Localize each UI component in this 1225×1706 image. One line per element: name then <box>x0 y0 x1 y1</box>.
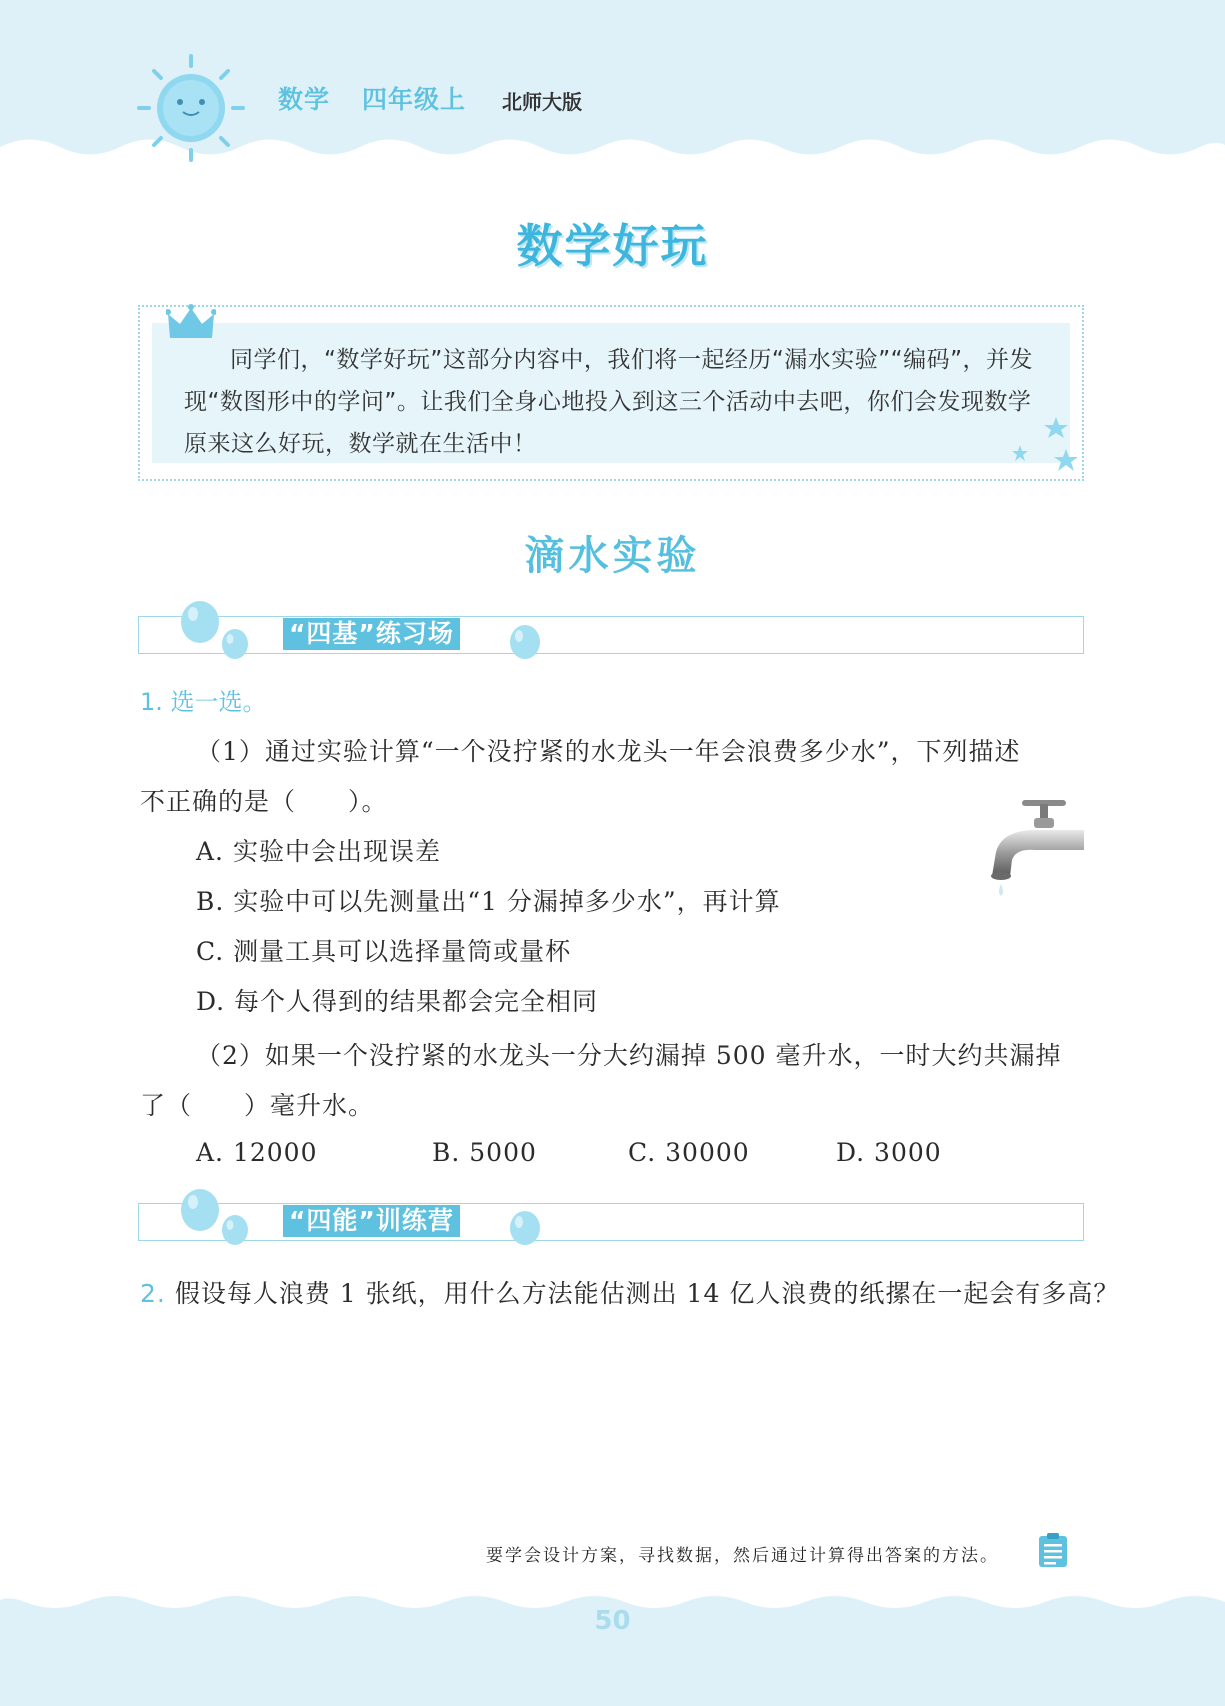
q1-option-a: A. 实验中会出现误差 <box>196 837 441 866</box>
banner-training-label: “四能”训练营 <box>283 1205 460 1237</box>
banner-training <box>138 1203 1084 1241</box>
crown-icon <box>166 302 216 344</box>
page-title: 数学好玩 <box>516 219 709 273</box>
q1-option-b: B. 实验中可以先测量出“1 分漏掉多少水”，再计算 <box>196 887 781 916</box>
clipboard-icon <box>1038 1532 1068 1568</box>
question-2-text: 假设每人浪费 1 张纸，用什么方法能估测出 14 亿人浪费的纸摞在一起会有多高？ <box>174 1279 1120 1308</box>
faucet-icon <box>966 796 1084 900</box>
balloon-icon <box>180 1188 222 1236</box>
balloon-icon <box>508 624 542 664</box>
question-1-heading: 1. 选一选。 <box>140 688 267 716</box>
stars-icon <box>1010 415 1082 477</box>
sun-icon <box>135 52 247 164</box>
question-2 <box>140 1274 1119 1310</box>
intro-text: 同学们，“数学好玩”这部分内容中，我们将一起经历“漏水实验”“编码”，并发现“数图形中的学问”。让我们全身心地投入到这三个活动中去吧，你们会发现数学原来这么好玩，数学就在生活中！ <box>184 347 1033 457</box>
balloon-icon <box>508 1210 542 1250</box>
header-grade: 四年级上 <box>362 85 467 114</box>
q1-part2-option-b: B. 5000 <box>432 1138 537 1167</box>
balloon-icon <box>180 600 222 648</box>
q1-part2-option-c: C. 30000 <box>628 1138 750 1167</box>
balloon-icon <box>220 1214 250 1248</box>
q1-part1-line2: 不正确的是（ ）。 <box>140 787 388 816</box>
q1-part2-line1: （2）如果一个没拧紧的水龙头一分大约漏掉 500 毫升水，一时大约共漏掉 <box>196 1041 1062 1070</box>
q1-part2-line2: 了（ ）毫升水。 <box>140 1091 375 1120</box>
banner-practice-label: “四基”练习场 <box>283 618 460 650</box>
question-2-number: 2. <box>140 1279 166 1308</box>
balloon-icon <box>220 628 250 662</box>
intro-box <box>138 305 1084 481</box>
q1-option-d: D. 每个人得到的结果都会完全相同 <box>196 987 599 1016</box>
q1-part2-option-a: A. 12000 <box>196 1138 318 1167</box>
q1-part2-option-d: D. 3000 <box>836 1138 942 1167</box>
q1-part1-line1: （1）通过实验计算“一个没拧紧的水龙头一年会浪费多少水”，下列描述 <box>196 737 1021 766</box>
banner-practice <box>138 616 1084 654</box>
footer-tip: 要学会设计方案，寻找数据，然后通过计算得出答案的方法。 <box>486 1546 999 1566</box>
header-edition: 北师大版 <box>502 90 582 114</box>
section-title: 滴水实验 <box>524 532 701 579</box>
page-number: 50 <box>594 1606 631 1636</box>
q1-option-c: C. 测量工具可以选择量筒或量杯 <box>196 937 572 966</box>
header-subject: 数学 <box>278 85 331 114</box>
